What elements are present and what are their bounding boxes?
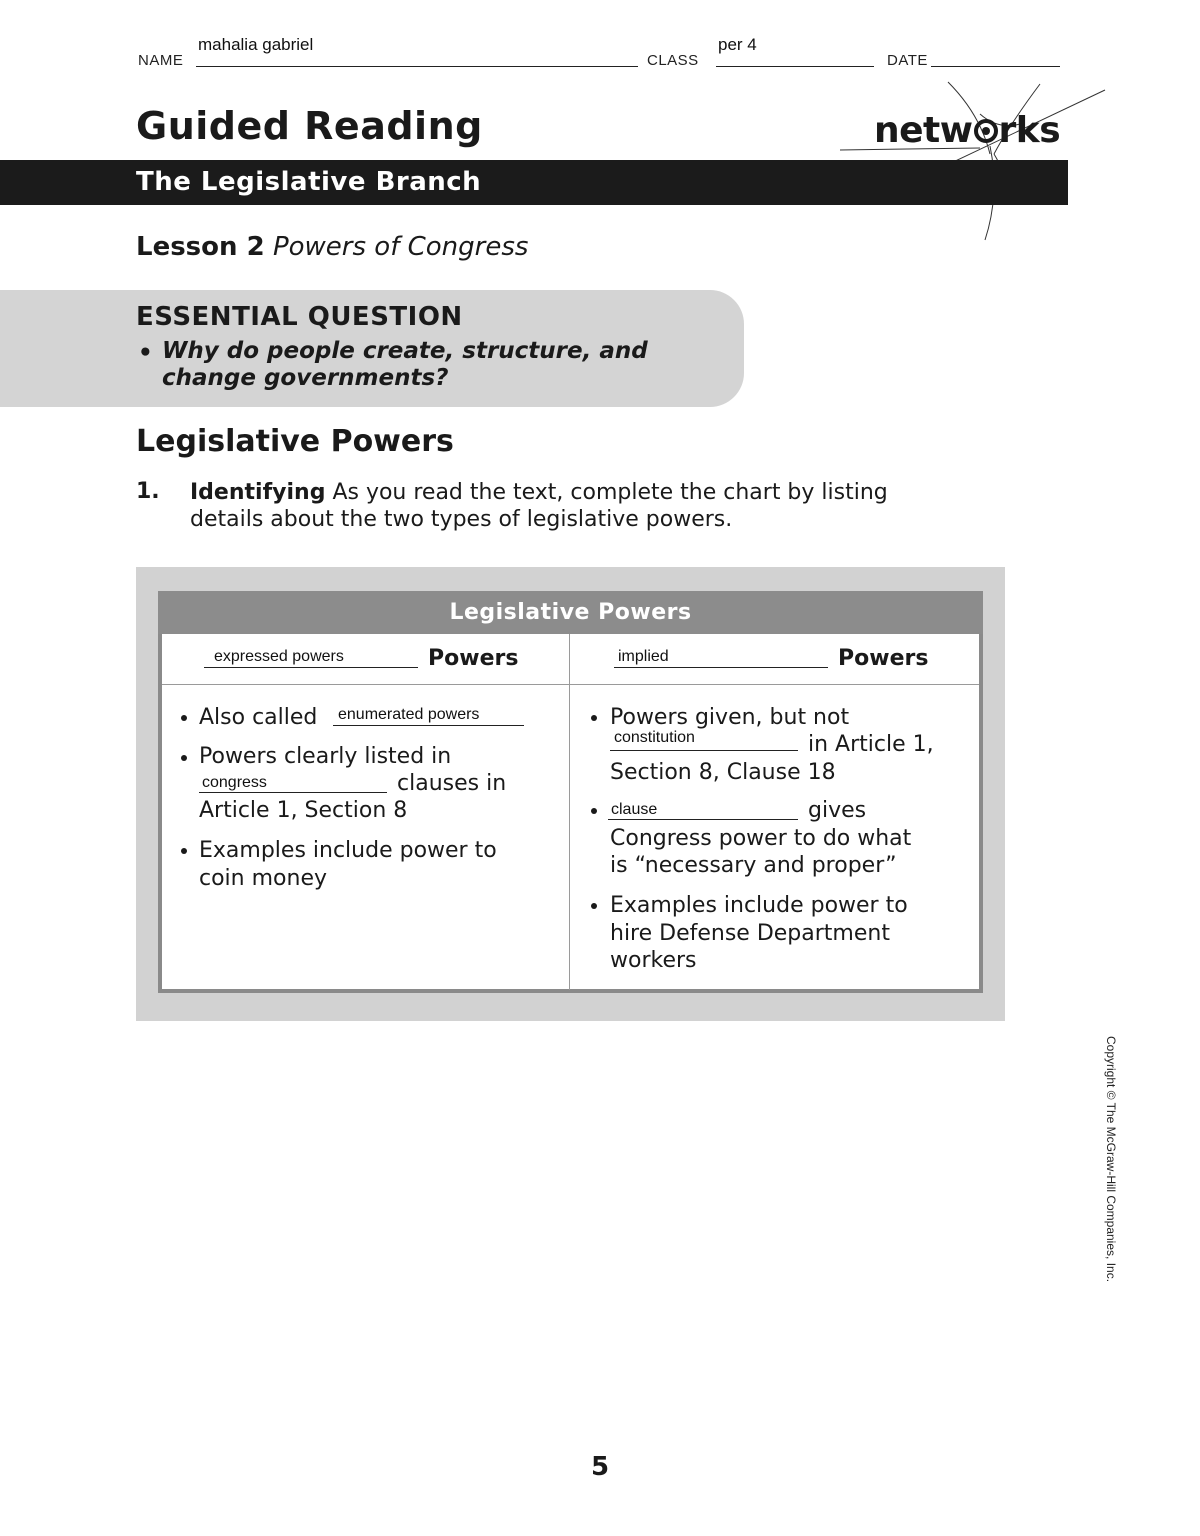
right-b1-line1: Powers given, but not bbox=[610, 705, 850, 730]
question-label: Identifying bbox=[190, 480, 326, 505]
section-title: Legislative Powers bbox=[136, 424, 454, 459]
left-type-answer[interactable]: expressed powers bbox=[214, 648, 344, 665]
chapter-title: The Legislative Branch bbox=[136, 167, 482, 197]
left-also-called: Also called bbox=[199, 705, 318, 730]
left-b2-line1: Powers clearly listed in bbox=[199, 744, 452, 769]
name-label: NAME bbox=[138, 52, 184, 69]
left-b2-answer[interactable]: congress bbox=[202, 774, 267, 791]
class-value[interactable]: per 4 bbox=[718, 35, 757, 54]
column-divider bbox=[569, 634, 570, 990]
essential-question-bullet: • bbox=[138, 340, 153, 366]
right-type-answer[interactable]: implied bbox=[618, 648, 669, 665]
date-line[interactable] bbox=[931, 66, 1060, 67]
question-number: 1. bbox=[136, 479, 160, 504]
essential-question-title: ESSENTIAL QUESTION bbox=[136, 302, 463, 332]
date-label: DATE bbox=[887, 52, 928, 69]
logo-text-end: rks bbox=[998, 110, 1061, 151]
right-b1-line3: Section 8, Clause 18 bbox=[610, 760, 836, 785]
page-title: Guided Reading bbox=[136, 104, 483, 148]
name-value[interactable]: mahalia gabriel bbox=[198, 35, 314, 54]
right-b3-line3: workers bbox=[610, 948, 697, 973]
left-b2-blank bbox=[199, 792, 387, 793]
left-b2-line2: clauses in bbox=[397, 771, 507, 796]
logo-o-icon bbox=[974, 119, 998, 143]
question-text bbox=[190, 479, 910, 533]
lesson-label: Lesson 2 bbox=[136, 232, 265, 262]
lesson-heading bbox=[136, 232, 528, 262]
left-bullet-1 bbox=[181, 715, 187, 721]
right-bullet-3 bbox=[591, 903, 597, 909]
right-b2-answer[interactable]: clause bbox=[611, 801, 658, 818]
name-line bbox=[196, 66, 638, 67]
left-type-blank bbox=[204, 667, 418, 668]
right-bullet-1 bbox=[591, 715, 597, 721]
right-b1-answer[interactable]: constitution bbox=[614, 729, 695, 746]
left-bullet-2 bbox=[181, 755, 187, 761]
right-b1-line2: in Article 1, bbox=[808, 732, 934, 757]
right-bullet-2 bbox=[591, 808, 597, 814]
left-bullet-3 bbox=[181, 848, 187, 854]
left-b3-line2: coin money bbox=[199, 866, 327, 891]
question-instructions: As you read the text, complete the chart by listing details about the two types of legislative powers. bbox=[190, 480, 888, 532]
networks-logo bbox=[874, 110, 1060, 151]
right-b2-blank bbox=[608, 819, 798, 820]
copyright-notice: Copyright © The McGraw-Hill Companies, Inc. bbox=[1104, 1036, 1118, 1283]
right-b2-line3: is “necessary and proper” bbox=[610, 853, 897, 878]
left-also-called-answer[interactable]: enumerated powers bbox=[338, 706, 480, 723]
right-b2-line2: Congress power to do what bbox=[610, 826, 912, 851]
right-b3-line2: hire Defense Department bbox=[610, 921, 890, 946]
chart-heading: Legislative Powers bbox=[449, 600, 692, 625]
lesson-name: Powers of Congress bbox=[272, 232, 529, 262]
class-line bbox=[716, 66, 874, 67]
row-divider bbox=[162, 684, 979, 685]
right-b2-line1: gives bbox=[808, 798, 867, 823]
right-b1-blank bbox=[610, 750, 798, 751]
left-also-called-blank bbox=[333, 725, 524, 726]
page-number: 5 bbox=[590, 1452, 610, 1482]
right-powers-label: Powers bbox=[838, 646, 929, 671]
right-type-blank bbox=[614, 667, 828, 668]
left-b2-line3: Article 1, Section 8 bbox=[199, 798, 408, 823]
left-b3-line1: Examples include power to bbox=[199, 838, 497, 863]
left-powers-label: Powers bbox=[428, 646, 519, 671]
right-b3-line1: Examples include power to bbox=[610, 893, 908, 918]
logo-text-start: netw bbox=[874, 110, 973, 151]
class-label: CLASS bbox=[647, 52, 699, 69]
essential-question-text: Why do people create, structure, and change governments? bbox=[162, 338, 648, 391]
